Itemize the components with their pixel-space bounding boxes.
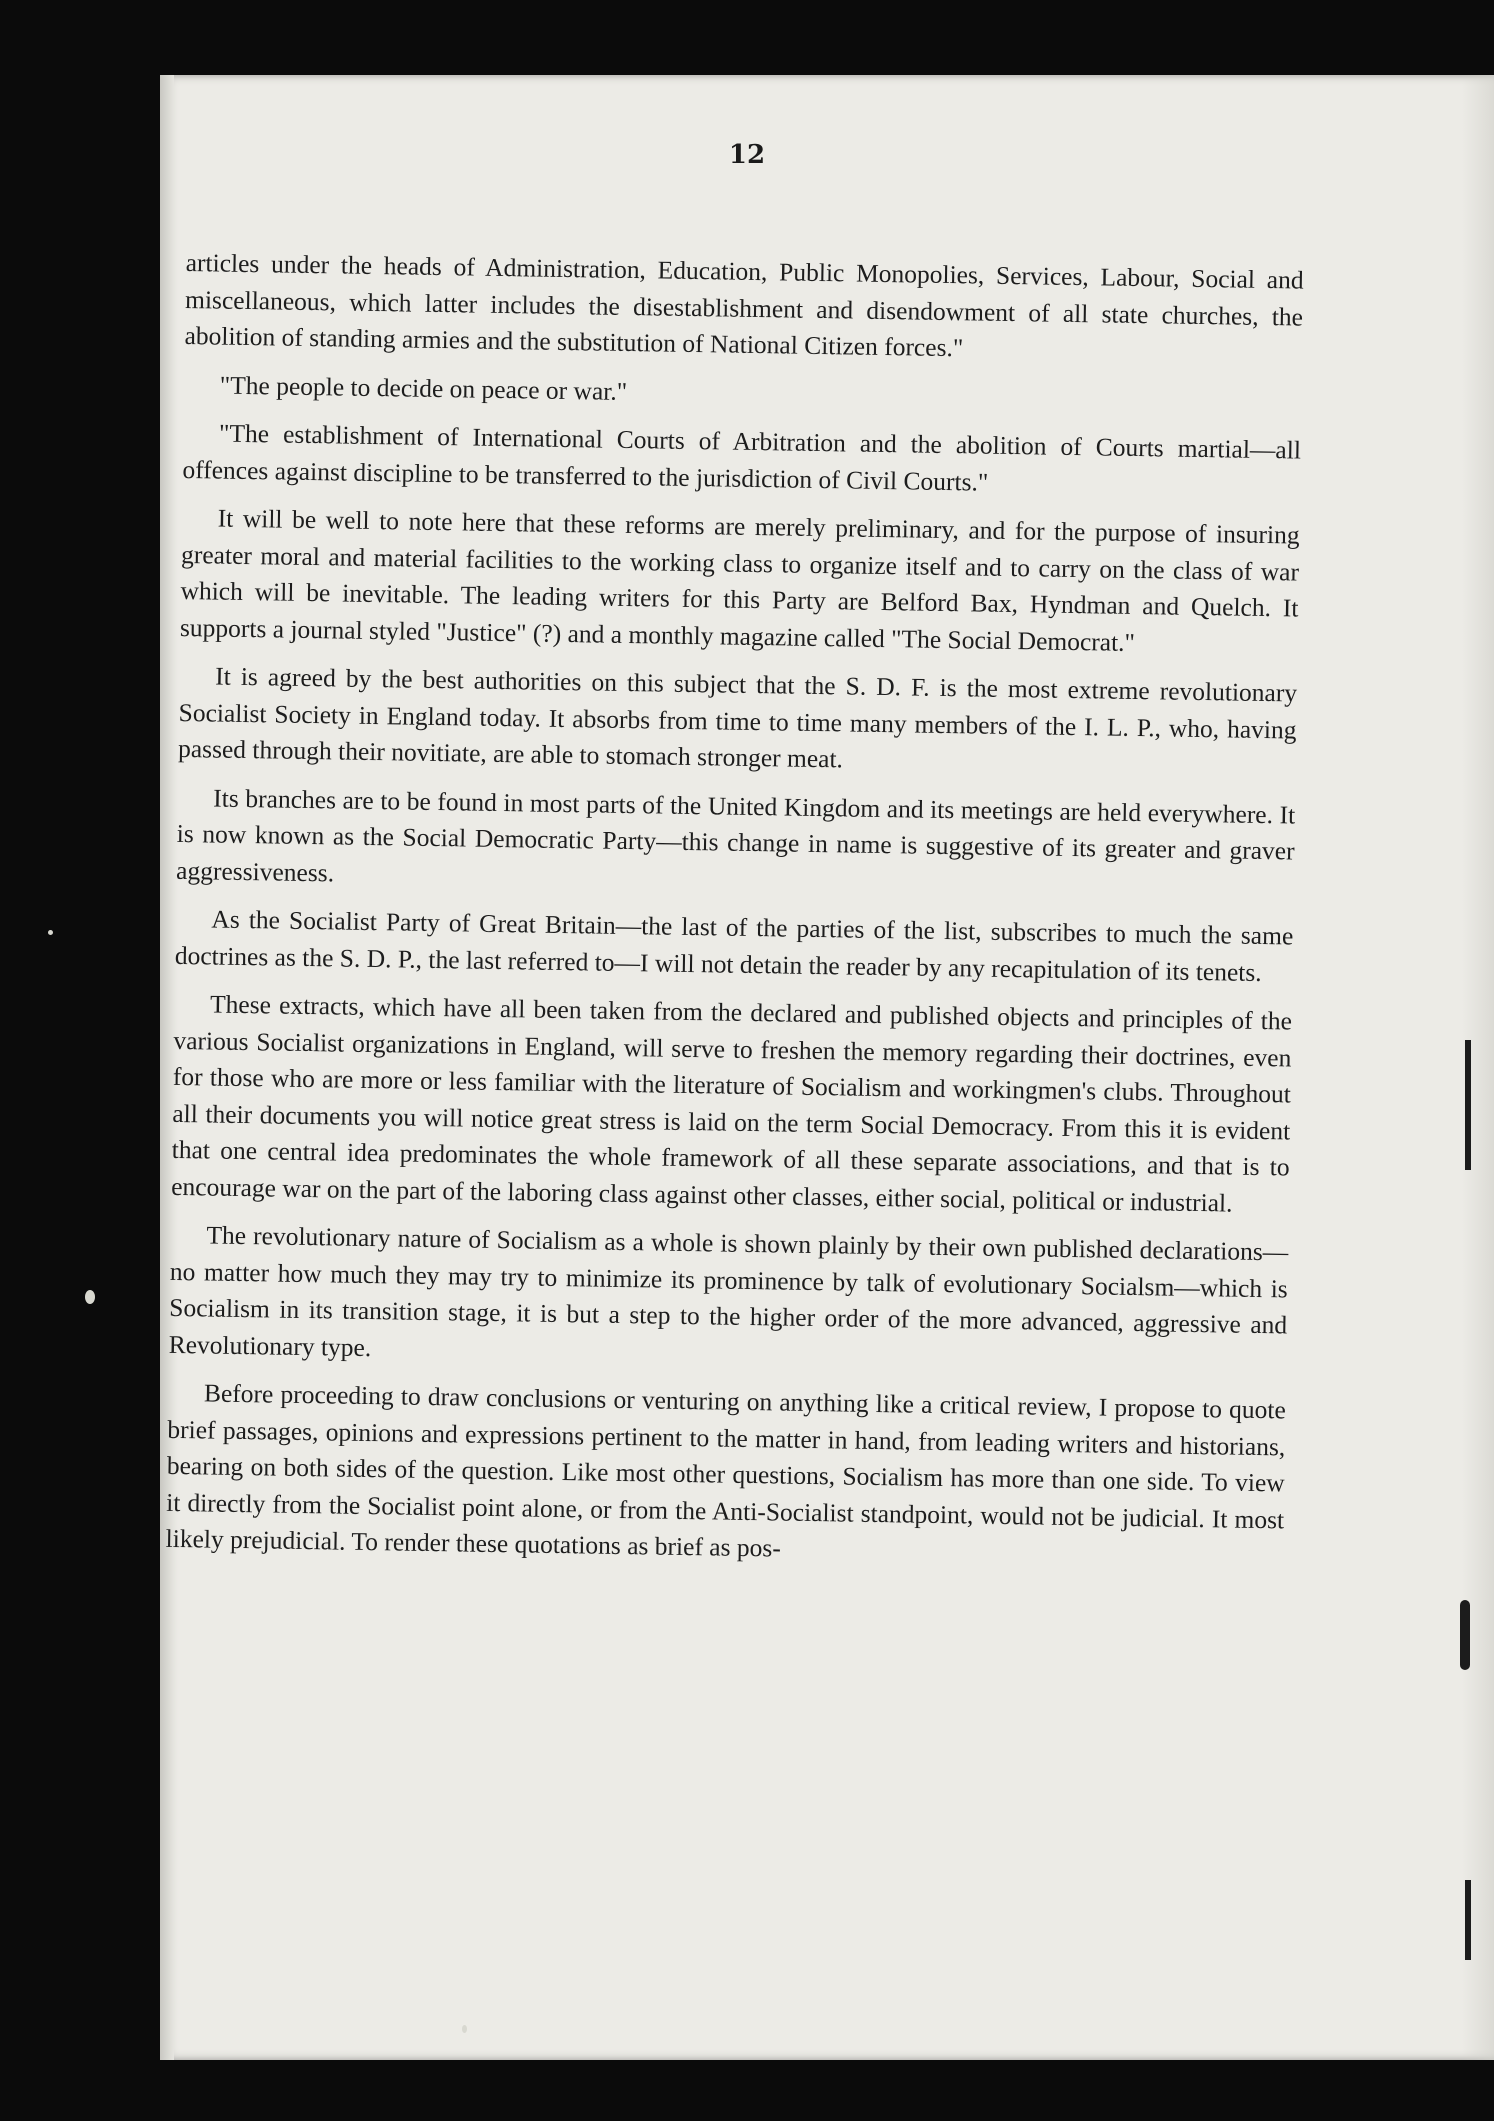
dust-speck: [85, 1290, 95, 1304]
paragraph-10: Before proceeding to draw conclusions or venturing on anything like a critical review, I propose to quote brief passages, opinions and expressions pertinent to the matter in hand, from leading writers and historians, bearing on both sides of the question. Like most other questions, Socialism has more than one side. To view it directly from the Socialist point alone, or from the Anti-Socialist standpoint, would not be judicial. It most likely prejudicial. To render these quotations as brief as pos-: [165, 1378, 1287, 1563]
paragraph-6: Its branches are to be found in most parts of the United Kingdom and its meetings are held everywhere. It is now known as the Social Democratic Party—this change in name is suggestive of its greater and graver aggressiveness.: [175, 782, 1296, 887]
paragraph-3: "The establishment of International Courts of Arbitration and the abolition of Courts martial—all offences against discipline to be transferred to the jurisdiction of Civil Courts.": [182, 418, 1302, 497]
dust-speck: [48, 930, 53, 935]
binding-mark-middle: [1460, 1600, 1470, 1670]
paragraph-5: It is agreed by the best authorities on this subject that the S. D. F. is the most extreme revolutionary Socialist Society in England today. It absorbs from time to time many members of the I. L. P., who, having passed through their novitiate, are able to stomach stronger meat.: [177, 661, 1298, 774]
paragraph-4: It will be well to note here that these reforms are merely preliminary, and for the purpose of insuring greater moral and material facilities to the working class to organize itself and to carry on the class of war which will be inevitable. The leading writers for this Party are Belford Bax, Hyndman and Quelch. It supports a journal styled "Justice" (?) and a monthly magazine called "The Social Democrat.": [179, 503, 1300, 657]
body-text: [165, 245, 1304, 1587]
paragraph-2: "The people to decide on peace or war.": [219, 370, 628, 406]
paragraph-8: These extracts, which have all been taken from the declared and published objects and principles of the various Socialist organizations in England, will serve to freshen the memory regarding their doctrines, even for those who are more or less familiar with the literature of Socialism and workingmen's clubs. Throughout all their documents you will notice great stress is laid on the term Social Democracy. From this it is evident that one central idea predominates the whole framework of all these separate associations, and that is to encourage war on the part of the laboring class against other classes, either social, political or industrial.: [170, 989, 1293, 1218]
page-number: 12: [728, 140, 766, 170]
binding-mark-upper: [1465, 1040, 1471, 1170]
binding-mark-lower: [1465, 1880, 1471, 1960]
paragraph-1: articles under the heads of Administration, Education, Public Monopolies, Services, Labour, Social and miscellaneous, which latter includes the disestablishment and disendowment of all state churches, the abolition of standing armies and the substitution of National Citizen forces.": [184, 247, 1304, 363]
page-gutter-edge: [160, 75, 174, 2060]
paragraph-9: The revolutionary nature of Socialism as a whole is shown plainly by their own published declarations—no matter how much they may try to minimize its prominence by talk of evolutionary Socialsm—which is Socialism in its transition stage, it is but a step to the higher order of the more advanced, aggressive and Revolutionary type.: [168, 1220, 1289, 1362]
paragraph-7: As the Socialist Party of Great Britain—the last of the parties of the list, subscribes to much the same doctrines as the S. D. P., the last referred to—I will not detain the reader by any recapitulation of its tenets.: [174, 904, 1294, 987]
dust-speck: [462, 2025, 467, 2033]
